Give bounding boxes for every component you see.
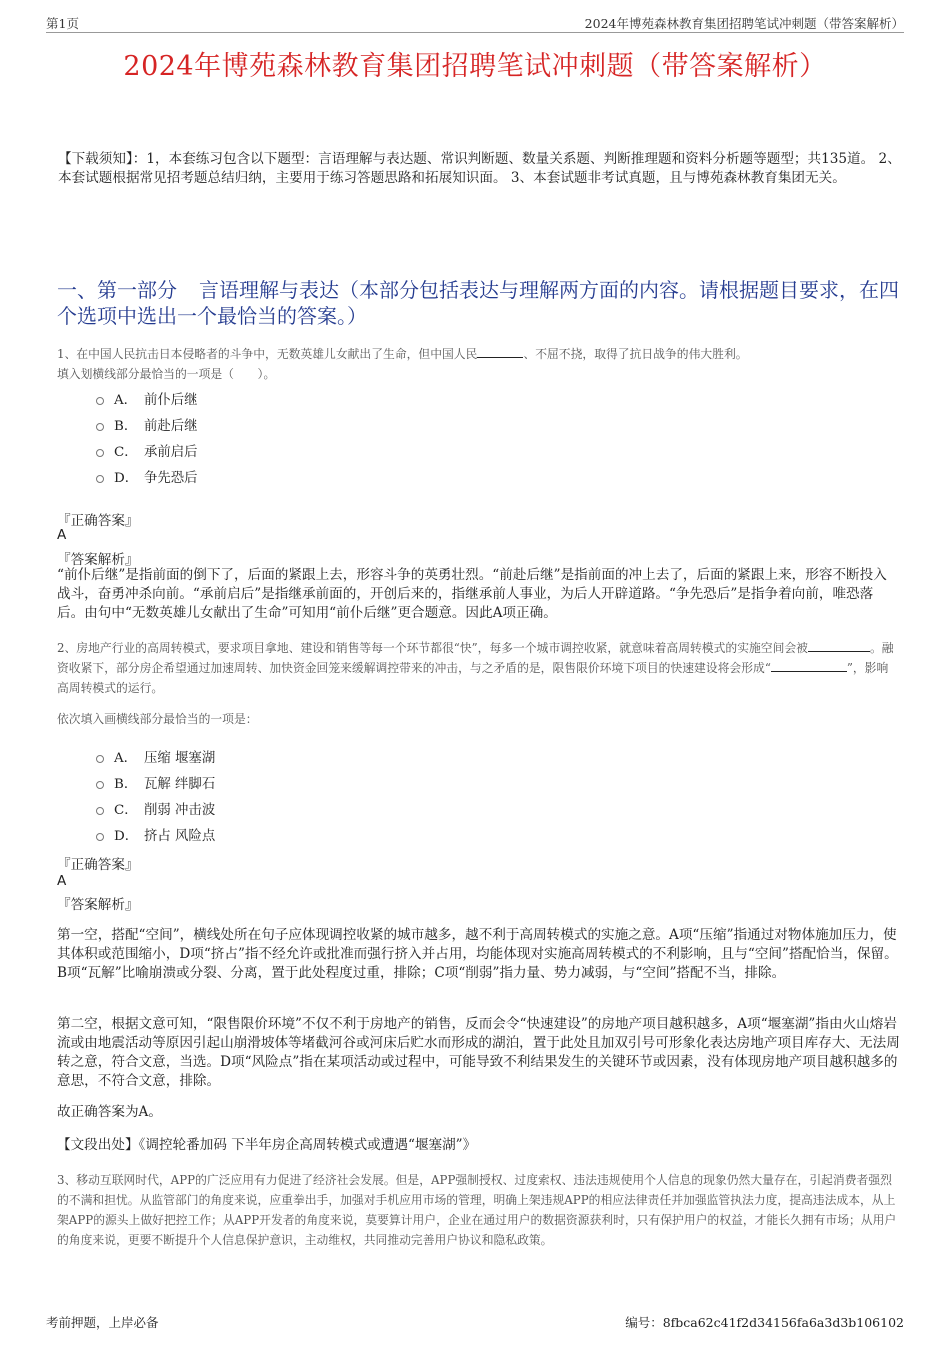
- option-c[interactable]: C． 承前启后: [96, 437, 198, 463]
- header-doc-title: 2024年博苑森林教育集团招聘笔试冲刺题（带答案解析）: [584, 16, 904, 31]
- radio-icon[interactable]: [96, 807, 104, 815]
- analysis-label: 『答案解析』: [57, 552, 139, 568]
- page-header: [46, 12, 904, 33]
- section-part-label: 一、第一部分: [57, 278, 177, 302]
- analysis-paragraph-2: 第二空，根据文意可知，“限售限价环境”不仅不利于房地产的销售，反而会令“快速建设”的房地产项目越积越多，A项“堰塞湖”指由火山熔岩流或由地震活动等原因引起山崩滑坡体等堵截河谷或河床后贮水而形成的湖泊，置于此处且加双引号可形象化表达房地产项目库存大、无法周转之意，符合文意，当选。D项“风险点”指在某项活动或过程中，可能导致不利结果发生的关键环节或因素，没有体现房地产项目越积越多的意思，不符合文意，排除。: [57, 1016, 900, 1089]
- question-3-stem: 3、移动互联网时代，APP的广泛应用有力促进了经济社会发展。但是，APP强制授权、过度索权、违法违规使用个人信息的现象仍然大量存在，引起消费者强烈的不满和担忧。从监管部门的角度来说，应重拳出手，加强对手机应用市场的管理，明确上架违规APP的相应法律责任并加强监管执法力度，提高违法成本，从上架APP的源头上做好把控工作；从APP开发者的角度来说，莫要算计用户，企业在通过用户的数据资源获利时，只有保护用户的权益，才能长久拥有市场；从用户的角度来说，更要不断提升个人信息保护意识，主动维权，共同推动完善用户协议和隐私政策。: [57, 1173, 897, 1247]
- question-2-options: [96, 743, 215, 847]
- analysis-text: “前仆后继”是指前面的倒下了，后面的紧跟上去，形容斗争的英勇壮烈。“前赴后继”是指前面的冲上去了，后面的紧跟上来，形容不断投入战斗，奋勇冲杀向前。“承前启后”是指继承前面的，开创后来的，指继承前人事业，为后人开辟道路。“争先恐后”是指争着向前，唯恐落后。由句中“无数英雄儿女献出了生命”可知用“前仆后继”更合题意。因此A项正确。: [57, 567, 887, 621]
- download-notice: 【下载须知】：1，本套练习包含以下题型：言语理解与表达题、常识判断题、数量关系题、判断推理题和资料分析题等题型；共135道。 2、本套试题根据常见招考题总结归纳，主要用于练习答题思路和拓展知识面。 3、本套试题非考试真题，且与博苑森林教育集团无关。: [58, 151, 901, 186]
- fill-blank: [477, 345, 523, 358]
- radio-icon[interactable]: [96, 755, 104, 763]
- radio-icon[interactable]: [96, 397, 104, 405]
- option-a[interactable]: A． 压缩 堰塞湖: [96, 743, 215, 769]
- answer-value: A: [57, 873, 67, 889]
- option-c[interactable]: C． 削弱 冲击波: [96, 795, 215, 821]
- answer-value: A: [57, 527, 67, 543]
- radio-icon[interactable]: [96, 449, 104, 457]
- section-description: 言语理解与表达（本部分包括表达与理解两方面的内容。请根据题目要求，在四个选项中选出一个最恰当的答案。）: [57, 278, 899, 328]
- option-b[interactable]: B． 瓦解 绊脚石: [96, 769, 215, 795]
- radio-icon[interactable]: [96, 475, 104, 483]
- fill-blank: [808, 639, 870, 652]
- option-b[interactable]: B． 前赴后继: [96, 411, 198, 437]
- question-2-instruction: 依次填入画横线部分最恰当的一项是：: [57, 712, 258, 726]
- question-1-stem: 1、在中国人民抗击日本侵略者的斗争中，无数英雄儿女献出了生命，但中国人民 、不屈不挠，取得了抗日战争的伟大胜利。 填入划横线部分最恰当的一项是（ ）。: [57, 347, 748, 381]
- document-id: 编号：8fbca62c41f2d34156fa6a3d3b106102: [625, 1315, 904, 1330]
- analysis-paragraph-1: 第一空，搭配“空间”，横线处所在句子应体现调控收紧的城市越多，越不利于高周转模式的实施之意。A项“压缩”指通过对物体施加压力，使其体积或范围缩小，D项“挤占”指不经允许或批准而强行挤入并占用，均能体现对实施高周转模式的不利影响，且与“空间”搭配恰当，保留。B项“瓦解”比喻崩溃或分裂、分离，置于此处程度过重，排除；C项“削弱”指力量、势力减弱，与“空间”搭配不当，排除。: [57, 927, 898, 981]
- page-footer: [46, 1313, 904, 1331]
- analysis-conclusion: 故正确答案为A。: [57, 1104, 162, 1120]
- answer-label: 『正确答案』: [57, 513, 139, 529]
- page-number: 第1页: [46, 16, 79, 31]
- question-2-stem: 2、房地产行业的高周转模式，要求项目拿地、建设和销售等每一个环节都很“快”，每多一个城市调控收紧，就意味着高周转模式的实施空间会被 。融资收紧下，部分房企希望通过加速周转、加快资金回笼来缓解调控带来的冲击，与之矛盾的是，限售限价环境下项目的快速建设将会形成“ ”，影响高周转模式的运行。: [57, 641, 894, 695]
- option-d[interactable]: D． 争先恐后: [96, 463, 198, 489]
- analysis-label: 『答案解析』: [57, 897, 139, 913]
- answer-label: 『正确答案』: [57, 857, 139, 873]
- option-d[interactable]: D． 挤占 风险点: [96, 821, 215, 847]
- radio-icon[interactable]: [96, 423, 104, 431]
- source-citation: 【文段出处】《调控轮番加码 下半年房企高周转模式或遭遇“堰塞湖”》: [57, 1137, 477, 1153]
- radio-icon[interactable]: [96, 781, 104, 789]
- footer-slogan: 考前押题，上岸必备: [46, 1315, 159, 1330]
- fill-blank: [771, 659, 847, 672]
- section-heading: [57, 277, 900, 329]
- document-title: 2024年博苑森林教育集团招聘笔试冲刺题（带答案解析）: [123, 51, 827, 82]
- question-1-options: [96, 385, 198, 489]
- option-a[interactable]: A． 前仆后继: [96, 385, 198, 411]
- radio-icon[interactable]: [96, 833, 104, 841]
